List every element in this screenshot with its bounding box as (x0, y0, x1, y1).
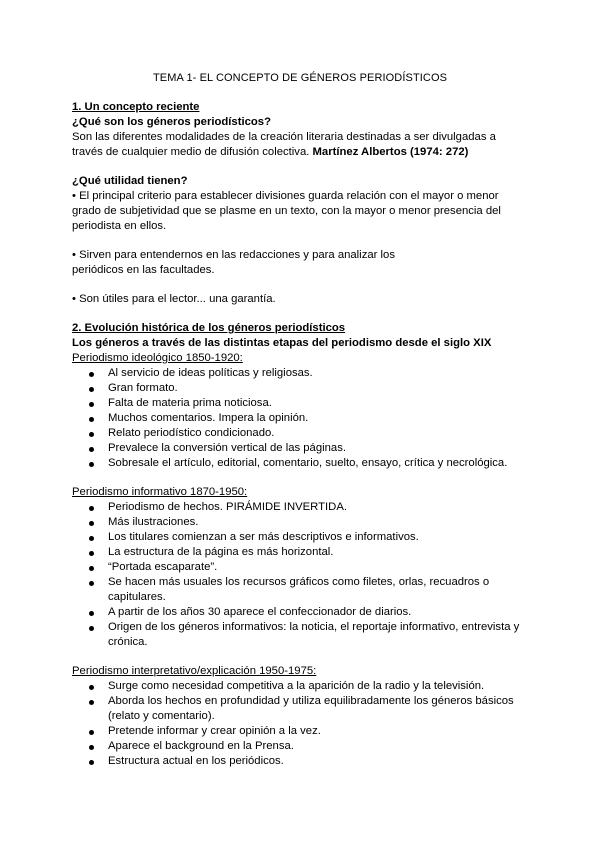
list-item: Los titulares comienzan a ser más descriptivos e informativos. (108, 530, 528, 545)
bullet-icon (89, 566, 94, 571)
definition-author: Martínez Albertos (1974: 272) (312, 146, 469, 158)
bullet-icon (89, 611, 94, 616)
utility-paragraph-2-line-1: • Sirven para entendernos en las redacciones y para analizar los (72, 249, 395, 261)
bullet-icon (89, 462, 94, 467)
list-item: Aborda los hechos en profundidad y utiliza equilibradamente los géneros básicos (relato y comentario). (108, 694, 528, 724)
list-item: Al servicio de ideas políticas y religiosas. (108, 366, 528, 381)
list-item: Aparece el background en la Prensa. (108, 739, 528, 754)
question-utility: ¿Qué utilidad tienen? (72, 175, 188, 187)
utility-paragraph-1: • El principal criterio para establecer divisiones guarda relación con el mayor o menor grado de subjetividad que se plasme en un texto, con la mayor o menor presencia del periodista en ellos. (72, 190, 501, 232)
section2-heading: 2. Evolución histórica de los géneros periodísticos (72, 322, 346, 334)
bullet-icon (89, 417, 94, 422)
bullet-icon (89, 387, 94, 392)
document-body (72, 100, 528, 769)
bullet-icon (89, 536, 94, 541)
utility-paragraph-2-line-2: periódicos en las facultades. (72, 264, 215, 276)
period-list-informativo (72, 500, 528, 650)
list-item: Sobresale el artículo, editorial, comentario, suelto, ensayo, crítica y necrológica. (108, 456, 528, 471)
bullet-icon (89, 551, 94, 556)
list-item: Falta de materia prima noticiosa. (108, 396, 528, 411)
period-label-interpretativo: Periodismo interpretativo/explicación 1950-1975: (72, 665, 317, 677)
bullet-icon (89, 700, 94, 705)
section1-heading: 1. Un concepto reciente (72, 101, 200, 113)
bullet-icon (89, 402, 94, 407)
list-item: Se hacen más usuales los recursos gráficos como filetes, orlas, recuadros o capitulares. (108, 575, 528, 605)
bullet-icon (89, 506, 94, 511)
list-item: Más ilustraciones. (108, 515, 528, 530)
list-item: “Portada escaparate”. (108, 560, 528, 575)
bullet-icon (89, 432, 94, 437)
period-label-ideologico: Periodismo ideológico 1850-1920: (72, 352, 243, 364)
bullet-icon (89, 626, 94, 631)
definition-text: Son las diferentes modalidades de la creación literaria destinadas a ser divulgadas a través de cualquier medio de difusión colectiva. (72, 131, 496, 158)
bullet-icon (89, 685, 94, 690)
list-item: A partir de los años 30 aparece el confeccionador de diarios. (108, 605, 528, 620)
period-list-interpretativo (72, 679, 528, 769)
list-item: Surge como necesidad competitiva a la aparición de la radio y la televisión. (108, 679, 528, 694)
period-list-ideologico (72, 366, 528, 471)
bullet-icon (89, 745, 94, 750)
bullet-icon (89, 581, 94, 586)
bullet-icon (89, 521, 94, 526)
list-item: Gran formato. (108, 381, 528, 396)
bullet-icon (89, 760, 94, 765)
list-item: Relato periodístico condicionado. (108, 426, 528, 441)
list-item: Periodismo de hechos. PIRÁMIDE INVERTIDA. (108, 500, 528, 515)
list-item: Pretende informar y crear opinión a la vez. (108, 724, 528, 739)
bullet-icon (89, 372, 94, 377)
bullet-icon (89, 730, 94, 735)
definition-paragraph (72, 130, 528, 160)
utility-paragraph-3: • Son útiles para el lector... una garantía. (72, 293, 276, 305)
list-item: Estructura actual en los periódicos. (108, 754, 528, 769)
question-what-are: ¿Qué son los géneros periodísticos? (72, 116, 271, 128)
list-item: Muchos comentarios. Impera la opinión. (108, 411, 528, 426)
section2-subheading: Los géneros a través de las distintas etapas del periodismo desde el siglo XIX (72, 337, 492, 349)
bullet-icon (89, 447, 94, 452)
document-title: TEMA 1- EL CONCEPTO DE GÉNEROS PERIODÍSTICOS (152, 72, 448, 84)
period-label-informativo: Periodismo informativo 1870-1950: (72, 486, 248, 498)
list-item: Prevalece la conversión vertical de las páginas. (108, 441, 528, 456)
list-item: La estructura de la página es más horizontal. (108, 545, 528, 560)
list-item: Origen de los géneros informativos: la noticia, el reportaje informativo, entrevista y crónica. (108, 620, 528, 650)
